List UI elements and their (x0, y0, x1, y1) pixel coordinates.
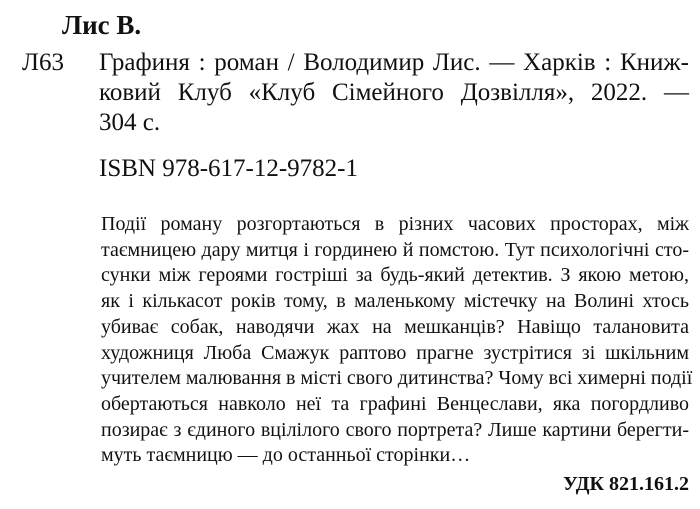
annotation-line: сунки між героями гостріші за будь-який детектив. З якою метою, (101, 264, 689, 287)
annotation-line: обертаються навколо неї та графині Венцеслави, яка погордливо (101, 392, 689, 415)
annotation-line: художниця Люба Смажук раптово прагне зустрітися зі шкільним (101, 341, 689, 364)
annotation (101, 212, 693, 469)
annotation-line: позирає з єдиного вцілілого свого портрета? Лише картини берегти- (101, 418, 689, 441)
entry-line: ковий Клуб «Клуб Сімейного Дозвілля», 2022. — (99, 79, 689, 106)
annotation-line: як і кількасот років тому, в маленькому містечку на Волині хтось (101, 290, 689, 313)
author-mark: Л63 (22, 49, 64, 76)
annotation-line: таємницею дару митця і гординею й помстою. Тут психологічні сто- (101, 238, 689, 261)
annotation-line: Події роману розгортаються в різних часових просторах, між (101, 213, 689, 235)
entry-line: Графиня : роман / Володимир Лис. — Харків : Книж- (99, 49, 689, 76)
annotation-line: убиває собак, наводячи жах на мешканців? Навіщо талановита (101, 315, 689, 338)
annotation-line: муть таємницю — до останньої сторінки… (101, 444, 471, 467)
author-heading: Лис В. (62, 10, 142, 40)
entry-line: 304 с. (99, 109, 161, 136)
annotation-line: учителем малювання в місті свого дитинства? Чому всі химерні події (101, 367, 693, 390)
bibliographic-entry (99, 48, 689, 138)
udc-code: УДК 821.161.2 (563, 473, 689, 495)
isbn: ISBN 978-617-12-9782-1 (99, 155, 359, 182)
